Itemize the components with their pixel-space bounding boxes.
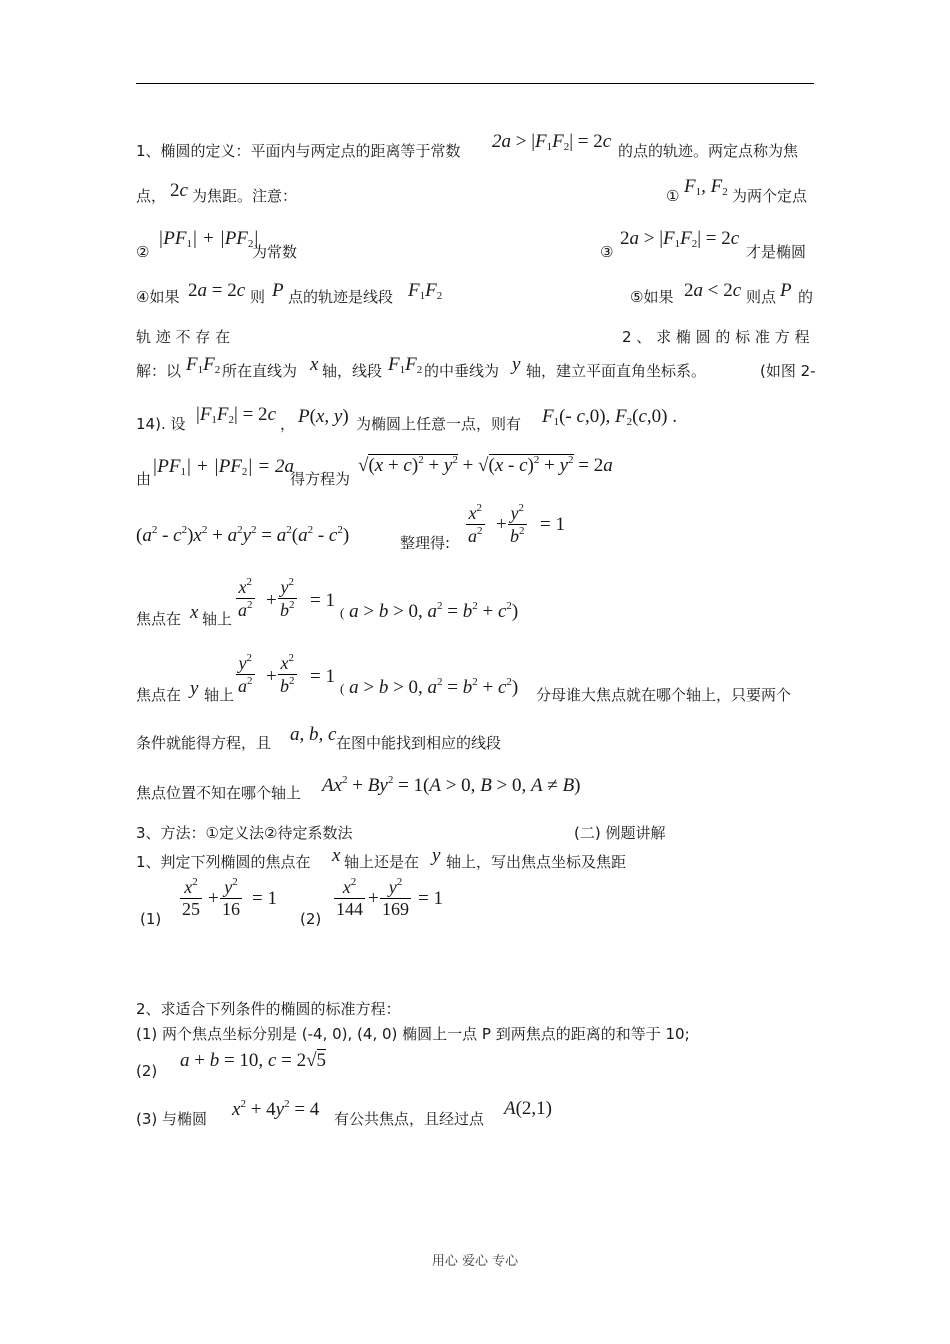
equals-one: = 1	[540, 514, 565, 535]
note-5-text-c: 的	[798, 288, 814, 306]
formula-f1f2-eq-2c: $|F_1F_2| = 2c$	[196, 404, 276, 426]
formula-x-axis: x	[310, 354, 319, 375]
formula-p: P	[272, 280, 284, 301]
solution-text-h: ，	[280, 415, 296, 433]
equals-one-3: = 1	[310, 666, 335, 687]
derivation-text-c: 整理得:	[400, 534, 451, 552]
page-footer: 用心 爱心 专心	[431, 1254, 519, 1269]
example-2-part-1: (1) 两个焦点坐标分别是 (-4, 0), (4, 0) 椭圆上一点 P 到两焦点的距离的和等于 10;	[136, 1025, 690, 1043]
section-2-heading: 2 、 求 椭 圆 的 标 准 方 程	[622, 328, 810, 346]
fraction-x2-25: $\frac{x^2}{25}$	[182, 876, 200, 919]
plus-sign-3: +	[266, 666, 277, 687]
formula-point-a: A(2,1)	[504, 1098, 553, 1119]
fraction-x2-a2-2: $\frac{x^2}{a^2}$	[238, 576, 253, 620]
formula-condition-x: ( a > b > 0, $a^2 = b^2 + c^2$)	[340, 600, 519, 622]
example-2-heading: 2、求适合下列条件的椭圆的标准方程：	[136, 1000, 401, 1018]
example-2-part-3-text-b: 有公共焦点，且经过点	[334, 1110, 485, 1128]
example-1-text-b: 轴上还是在	[344, 853, 420, 871]
equals-one-2: = 1	[310, 590, 335, 611]
solution-text-a: 解：以	[136, 362, 182, 380]
definition-text-1: 1、椭圆的定义：平面内与两定点的距离等于常数	[136, 142, 461, 160]
formula-p-2: P	[780, 280, 792, 301]
formula-f1-f2: $F_1$, $F_2$	[684, 176, 728, 198]
formula-condition: $2a > |F_1F_2| = 2c$	[620, 228, 740, 250]
formula-abc: a, b, c	[290, 724, 337, 745]
formula-a-plus-b: a + b = 10, c = 2√5	[180, 1050, 327, 1071]
plus-sign-5: +	[368, 888, 379, 909]
formula-y: y	[190, 678, 199, 699]
example-1-part-1: (1)	[140, 910, 162, 928]
fraction-x2-144: $\frac{x^2}{144}$	[336, 876, 363, 919]
condition-text-a: 条件就能得方程，且	[136, 734, 272, 752]
example-2-part-2-marker: (2)	[136, 1062, 158, 1080]
formula-2c: 2c	[170, 180, 188, 201]
formula-2a-gt-f1f2: $2a > |F_1F_2| = 2c$	[492, 131, 612, 153]
derivation-text-a: 由	[136, 470, 152, 488]
y-focus-text-a: 焦点在	[136, 686, 182, 704]
note-5-text-a: ⑤如果	[630, 288, 674, 306]
formula-x2-4y2: $x^2 + 4y^2 = 4$	[232, 1098, 320, 1120]
solution-text-c: 轴，线段	[322, 362, 383, 380]
formula-f1f2-b: $F_1F_2$	[388, 354, 423, 376]
y-focus-text-c: 分母谁大焦点就在哪个轴上，只要两个	[536, 686, 792, 704]
solution-text-f: (如图 2-	[760, 362, 816, 380]
solution-text-d: 的中垂线为	[424, 362, 500, 380]
example-1-part-2: (2)	[300, 910, 322, 928]
formula-pxy: P(x, y)	[298, 406, 349, 427]
formula-expanded: $(a^2 - c^2)x^2 + a^2y^2 = a^2(a^2 - c^2)$	[136, 524, 350, 546]
fraction-y2-b2-2: $\frac{y^2}{b^2}$	[280, 576, 295, 620]
formula-x: x	[190, 602, 199, 623]
fraction-y2-169: $\frac{y^2}{169}$	[382, 876, 409, 919]
plus-sign: +	[496, 514, 507, 535]
equals-one-5: = 1	[418, 888, 443, 909]
examples-heading: (二) 例题讲解	[574, 824, 666, 842]
note-3-text: 才是椭圆	[746, 243, 807, 261]
method-heading: 3、方法：①定义法②待定系数法	[136, 824, 353, 842]
formula-2a-eq-2c: 2a = 2c	[188, 280, 246, 301]
fraction-y2-b2: $\frac{y^2}{b^2}$	[510, 502, 525, 546]
header-rule	[136, 83, 814, 84]
solution-text-e: 轴，建立平面直角坐标系。	[526, 362, 707, 380]
x-focus-text-a: 焦点在	[136, 610, 182, 628]
text-dian: 点，	[136, 187, 167, 205]
solution-text-i: 为椭圆上任意一点，则有	[356, 415, 522, 433]
x-focus-text-b: 轴上	[202, 610, 233, 628]
formula-foci-coords: $F_1(-$ c,0), $F_2(c,0)$ .	[542, 406, 677, 428]
solution-text-b: 所在直线为	[222, 362, 298, 380]
fraction-y2-a2: $\frac{y^2}{a^2}$	[238, 652, 253, 696]
formula-y-axis: y	[512, 354, 521, 375]
example-1-text-c: 轴上，写出焦点坐标及焦距	[446, 853, 627, 871]
formula-x-2: x	[332, 845, 341, 866]
formula-f1f2-segment: $F_1F_2$	[408, 280, 443, 302]
plus-sign-2: +	[266, 590, 277, 611]
fraction-x2-a2: $\frac{x^2}{a^2}$	[468, 502, 483, 546]
note-4-text-a: ④如果	[136, 288, 180, 306]
formula-pf-sum: $|PF_1| + |PF_2|$	[158, 228, 259, 250]
formula-f1f2-a: $F_1F_2$	[186, 354, 221, 376]
formula-general: $Ax^2 + By^2 = 1(A > 0$, B > 0, A ≠ B)	[322, 774, 581, 796]
note-5-text-b: 则点	[746, 288, 777, 306]
note-4-text-b: 则	[250, 288, 266, 306]
formula-pf-sum-eq: $|PF_1| + |PF_2| = 2a$	[152, 456, 294, 478]
note-1-text: 为两个定点	[732, 187, 808, 205]
definition-text-2: 的点的轨迹。两定点称为焦	[618, 142, 799, 160]
note-2-marker: ②	[136, 243, 150, 261]
formula-sqrt-equation: $√(x + c)^2 + y^2 + √(x - c)^2 + y^2 = 2a$	[358, 454, 613, 476]
unknown-focus-text: 焦点位置不知在哪个轴上	[136, 784, 302, 802]
plus-sign-4: +	[208, 888, 219, 909]
equals-one-4: = 1	[252, 888, 277, 909]
fraction-y2-16: $\frac{y^2}{16}$	[222, 876, 240, 919]
condition-text-b: 在图中能找到相应的线段	[336, 734, 502, 752]
note-1-marker: ①	[666, 187, 680, 205]
formula-y-2: y	[432, 845, 441, 866]
example-2-part-3-text-a: (3) 与椭圆	[136, 1110, 208, 1128]
y-focus-text-b: 轴上	[204, 686, 235, 704]
fraction-x2-b2: $\frac{x^2}{b^2}$	[280, 652, 295, 696]
formula-condition-y: ( a > b > 0, $a^2 = b^2 + c^2$)	[340, 676, 519, 698]
example-1-text-a: 1、判定下列椭圆的焦点在	[136, 853, 311, 871]
note-5-end: 轨 迹 不 存 在	[136, 328, 231, 346]
note-2-text: 为常数	[252, 243, 298, 261]
note-4-text-c: 点的轨迹是线段	[288, 288, 394, 306]
note-3-marker: ③	[600, 243, 614, 261]
solution-text-g: 14). 设	[136, 415, 186, 433]
formula-2a-lt-2c: 2a < 2c	[684, 280, 742, 301]
derivation-text-b: 得方程为	[290, 470, 351, 488]
text-focal: 为焦距。注意：	[192, 187, 298, 205]
